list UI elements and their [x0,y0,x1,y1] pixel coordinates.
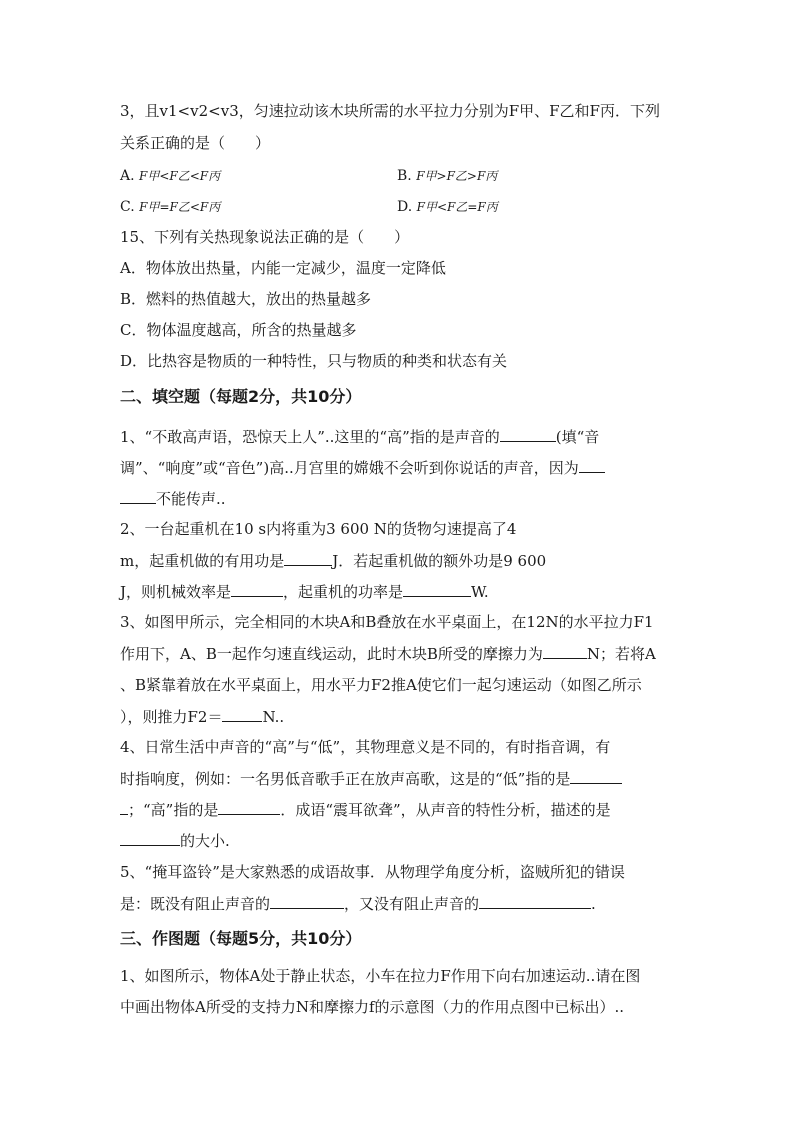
answer-blank [570,768,622,784]
answer-blank [231,581,283,597]
q15-option-a: A．物体放出热量，内能一定减少，温度一定降低 [120,259,446,277]
text: 作用下，A、B一起作匀速直线运动，此时木块B所受的摩擦力为 [120,645,543,663]
text: J．若起重机做的额外功是9 600 [332,552,547,570]
option-key: C. [120,199,135,215]
text: ，又没有阻止声音的 [344,895,480,913]
s2-q4-line3 [120,799,611,820]
text: ．成语“震耳欲聋”，从声音的特性分析，描述的是 [280,801,611,819]
s2-q5-line2 [120,893,596,914]
text: J，则机械效率是 [120,583,232,601]
s2-q4-line4 [120,830,230,851]
q14-stem-line2: 关系正确的是（ ） [120,134,271,152]
text: ，起重机的功率是 [283,583,404,601]
option-key: D. [397,199,413,215]
answer-blank [543,643,587,659]
s2-q5-line1: 5、“掩耳盗铃”是大家熟悉的成语故事．从物理学角度分析，盗贼所犯的错误 [120,863,625,881]
text: 调”、“响度”或“音色”)高..月宫里的嫦娥不会听到你说话的声音，因为 [120,459,579,477]
text: (填“音 [555,428,600,446]
s2-q2-line1: 2、一台起重机在10 s内将重为3 600 N的货物匀速提高了4 [120,520,517,538]
s2-q2-line2 [120,550,546,571]
answer-blank [403,581,471,597]
text: 的大小. [180,832,230,850]
answer-blank [579,457,605,473]
text: . [591,895,596,913]
s2-q3-line4 [120,706,284,727]
q14-option-b [397,166,497,186]
s2-q2-line3 [120,581,489,602]
answer-blank [270,893,344,909]
s2-q1-line1 [120,426,599,447]
answer-blank [500,426,556,442]
text: N.. [262,708,285,726]
s2-q1-line2 [120,457,605,478]
s2-q3-line3: 、B紧靠着放在水平桌面上，用水平力F2推A使它们一起匀速运动（如图乙所示 [120,676,642,694]
q14-option-a [120,166,220,186]
text: 是：既没有阻止声音的 [120,895,271,913]
answer-blank [284,550,332,566]
text: W. [471,583,489,601]
q14-option-d [397,197,498,217]
option-key: A. [120,168,135,184]
q15-option-c: C．物体温度越高，所含的热量越多 [120,321,357,339]
text: N；若将A [586,645,656,663]
option-text: F甲<F乙<F丙 [139,169,221,183]
option-text: F甲=F乙<F丙 [139,200,221,214]
s3-q1-line2: 中画出物体A所受的支持力N和摩擦力f的示意图（力的作用点图中已标出）.. [120,998,625,1016]
s2-q3-line2 [120,643,656,664]
answer-blank [479,893,591,909]
q14-stem-line1: 3，且v1<v2<v3，匀速拉动该木块所需的水平拉力分别为F甲、F乙和F丙．下列 [120,102,660,120]
q15-stem: 15、下列有关热现象说法正确的是（ ） [120,228,410,246]
text: 时指响度，例如：一名男低音歌手正在放声高歌，这是的“低”指的是 [120,770,571,788]
q15-option-b: B．燃料的热值越大，放出的热量越多 [120,290,372,308]
text: ），则推力F2＝ [120,708,223,726]
text: ；“高”指的是 [128,801,219,819]
option-text: F甲>F乙>F丙 [416,169,498,183]
answer-blank [222,706,262,722]
answer-blank [120,799,128,815]
answer-blank [120,830,180,846]
section3-title: 三、作图题（每题5分，共10分） [120,929,362,948]
s2-q4-line1: 4、日常生活中声音的“高”与“低”，其物理意义是不同的，有时指音调，有 [120,738,611,756]
s2-q1-line3 [120,488,226,509]
text: 不能传声.. [156,490,226,508]
s2-q3-line1: 3、如图甲所示，完全相同的木块A和B叠放在水平桌面上，在12N的水平拉力F1 [120,613,654,631]
text: m，起重机做的有用功是 [120,552,285,570]
section2-title: 二、填空题（每题2分，共10分） [120,387,362,406]
option-text: F甲<F乙=F丙 [416,200,498,214]
q15-option-d: D．比热容是物质的一种特性，只与物质的种类和状态有关 [120,352,508,370]
s3-q1-line1: 1、如图所示，物体A处于静止状态，小车在拉力F作用下向右加速运动..请在图 [120,967,641,985]
s2-q4-line2 [120,768,622,789]
q14-option-c [120,197,220,217]
option-key: B. [397,168,412,184]
text: 1、“不敢高声语，恐惊天上人”..这里的“高”指的是声音的 [120,428,500,446]
answer-blank [120,488,156,504]
answer-blank [218,799,280,815]
